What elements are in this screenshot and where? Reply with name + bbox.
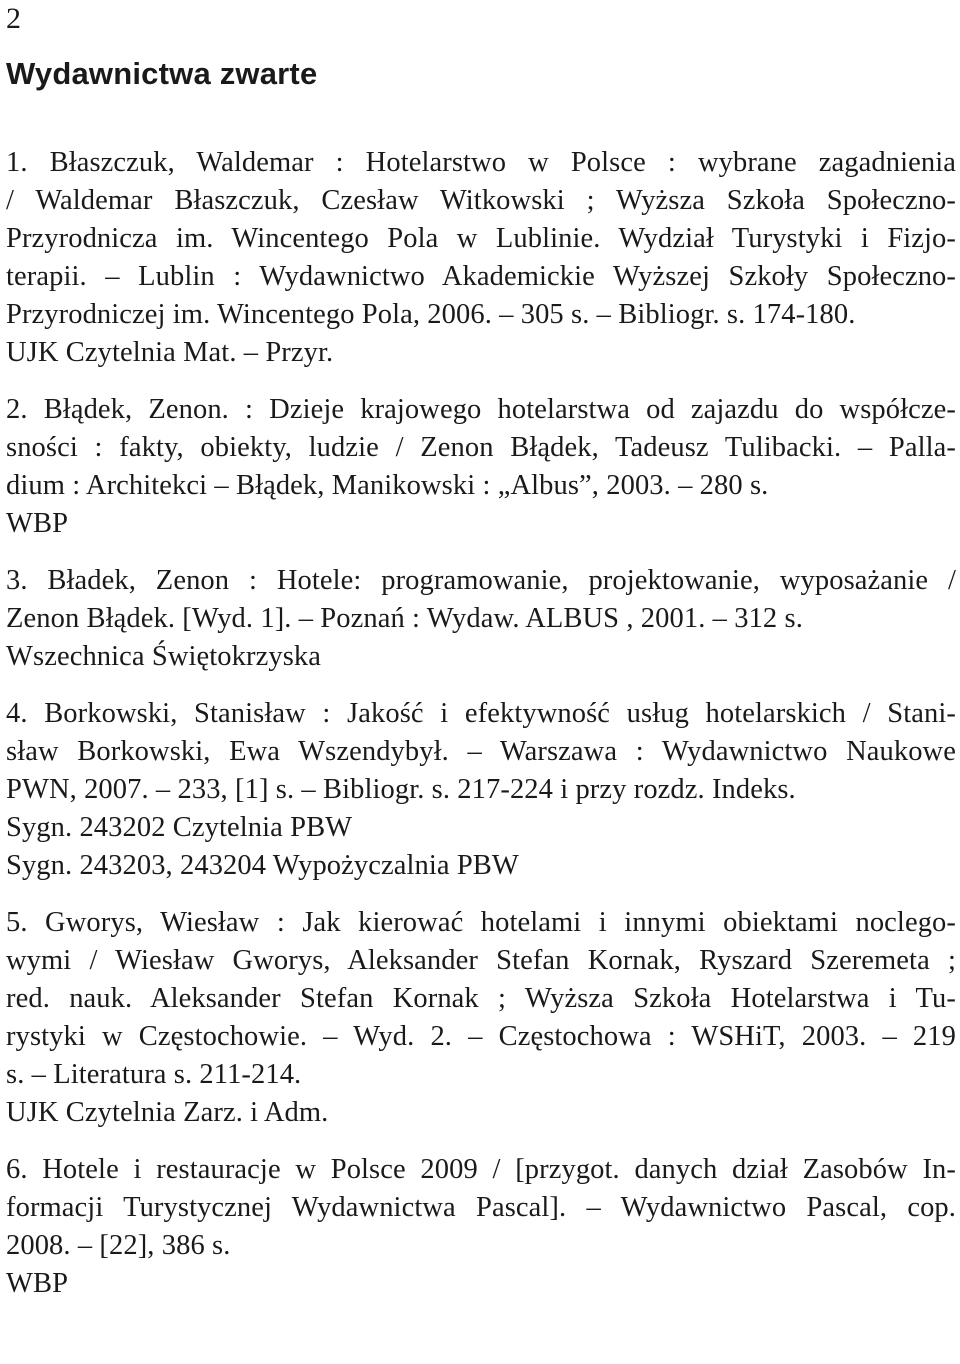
entry-line: red. nauk. Aleksander Stefan Kornak ; Wyższa Szkoła Hotelarstwa i Tu- <box>6 983 956 1014</box>
entry-line: 2. Błądek, Zenon. : Dzieje krajowego hotelarstwa od zajazdu do współcze- <box>6 394 956 425</box>
entry-line: 2008. – [22], 386 s. <box>6 1230 231 1261</box>
bibliography-entry-4 <box>6 695 956 885</box>
entry-line: s. – Literatura s. 211-214. <box>6 1059 302 1090</box>
entry-line: 1. Błaszczuk, Waldemar : Hotelarstwo w Polsce : wybrane zagadnienia <box>6 147 956 178</box>
bibliography-entry-5 <box>6 904 956 1132</box>
entry-line: sności : fakty, obiekty, ludzie / Zenon Błądek, Tadeusz Tulibacki. – Palla- <box>6 432 956 463</box>
entry-line: 3. Bładek, Zenon : Hotele: programowanie, projektowanie, wyposażanie / <box>6 565 956 596</box>
page-number: 2 <box>6 2 21 35</box>
bibliography-entry-6 <box>6 1151 956 1303</box>
entry-line: Zenon Błądek. [Wyd. 1]. – Poznań : Wydaw. ALBUS , 2001. – 312 s. <box>6 603 803 634</box>
entry-line: 5. Gworys, Wiesław : Jak kierować hotelami i innymi obiektami noclego- <box>6 907 956 938</box>
bibliography-entry-3 <box>6 562 956 676</box>
entry-line: Przyrodniczej im. Wincentego Pola, 2006. – 305 s. – Bibliogr. s. 174-180. <box>6 299 856 330</box>
entry-line: Przyrodnicza im. Wincentego Pola w Lublinie. Wydział Turystyki i Fizjo- <box>6 223 956 254</box>
entry-line: / Waldemar Błaszczuk, Czesław Witkowski ; Wyższa Szkoła Społeczno- <box>6 185 956 216</box>
entry-line: 6. Hotele i restauracje w Polsce 2009 / [przygot. danych dział Zasobów In- <box>6 1154 956 1185</box>
entry-line: sław Borkowski, Ewa Wszendybył. – Warszawa : Wydawnictwo Naukowe <box>6 736 956 767</box>
entry-line: dium : Architekci – Błądek, Manikowski : „Albus”, 2003. – 280 s. <box>6 470 769 501</box>
entry-location: WBP <box>6 1268 69 1299</box>
entry-line: terapii. – Lublin : Wydawnictwo Akademickie Wyższej Szkoły Społeczno- <box>6 261 956 292</box>
entry-line: rystyki w Częstochowie. – Wyd. 2. – Częstochowa : WSHiT, 2003. – 219 <box>6 1021 956 1052</box>
entry-location: UJK Czytelnia Mat. – Przyr. <box>6 337 334 368</box>
entry-location: Sygn. 243202 Czytelnia PBW <box>6 812 353 843</box>
entry-location: Wszechnica Świętokrzyska <box>6 641 321 672</box>
bibliography-list <box>6 144 956 1322</box>
entry-location: WBP <box>6 508 69 539</box>
entry-location: UJK Czytelnia Zarz. i Adm. <box>6 1097 329 1128</box>
entry-line: formacji Turystycznej Wydawnictwa Pascal]. – Wydawnictwo Pascal, cop. <box>6 1192 956 1223</box>
bibliography-entry-2 <box>6 391 956 543</box>
section-title: Wydawnictwa zwarte <box>6 56 318 91</box>
bibliography-entry-1 <box>6 144 956 372</box>
entry-line: wymi / Wiesław Gworys, Aleksander Stefan Kornak, Ryszard Szeremeta ; <box>6 945 956 976</box>
entry-location: Sygn. 243203, 243204 Wypożyczalnia PBW <box>6 850 519 881</box>
entry-line: PWN, 2007. – 233, [1] s. – Bibliogr. s. 217-224 i przy rozdz. Indeks. <box>6 774 796 805</box>
entry-line: 4. Borkowski, Stanisław : Jakość i efektywność usług hotelarskich / Stani- <box>6 698 956 729</box>
